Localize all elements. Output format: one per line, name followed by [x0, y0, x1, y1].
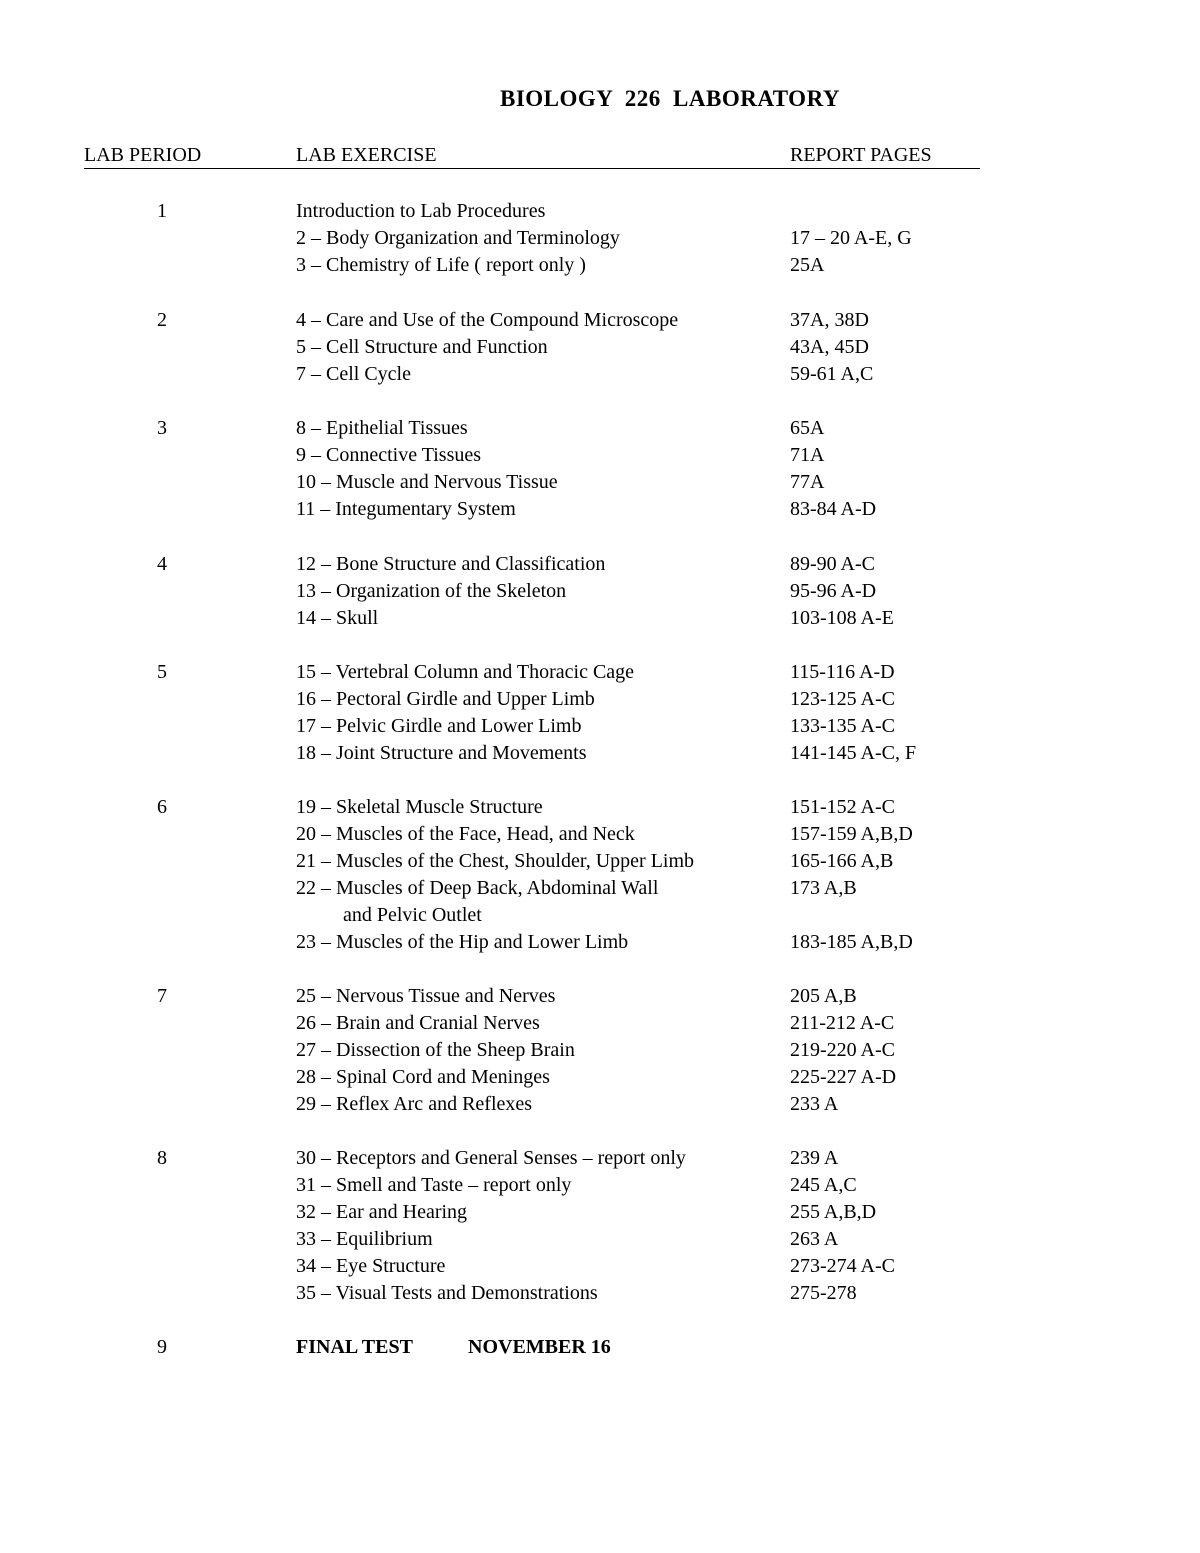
- lab-exercise: 3 – Chemistry of Life ( report only ): [296, 254, 586, 276]
- exercise-list: [296, 551, 996, 632]
- table-row: [296, 794, 996, 821]
- report-pages: 37A, 38D: [790, 309, 869, 331]
- lab-exercise: 30 – Receptors and General Senses – report only: [296, 1147, 686, 1169]
- table-row: [296, 578, 996, 605]
- table-row: [296, 686, 996, 713]
- report-pages: 275-278: [790, 1282, 857, 1304]
- table-row: [296, 334, 996, 361]
- lab-exercise: 19 – Skeletal Muscle Structure: [296, 796, 543, 818]
- table-row: [296, 415, 996, 442]
- table-row: [296, 740, 996, 767]
- lab-exercise: 33 – Equilibrium: [296, 1228, 433, 1250]
- table-row: [296, 605, 996, 632]
- table-row: [296, 252, 996, 279]
- lab-period-number: 8: [157, 1147, 167, 1169]
- report-pages: 89-90 A-C: [790, 553, 875, 575]
- lab-exercise: 29 – Reflex Arc and Reflexes: [296, 1093, 533, 1115]
- table-row: [296, 225, 996, 252]
- report-pages: 255 A,B,D: [790, 1201, 877, 1223]
- final-test-row: [0, 1334, 1200, 1361]
- report-pages: 43A, 45D: [790, 336, 869, 358]
- lab-period-number: 5: [157, 661, 167, 683]
- lab-exercise: 31 – Smell and Taste – report only: [296, 1174, 572, 1196]
- lab-exercise: [296, 875, 658, 929]
- lab-exercise: 7 – Cell Cycle: [296, 363, 411, 385]
- table-row: [296, 713, 996, 740]
- table-row: [296, 469, 996, 496]
- report-pages: 115-116 A-D: [790, 661, 895, 683]
- lab-exercise: 23 – Muscles of the Hip and Lower Limb: [296, 931, 629, 953]
- exercise-list: [296, 983, 996, 1118]
- lab-exercise: 28 – Spinal Cord and Meninges: [296, 1066, 550, 1088]
- lab-period-number: 2: [157, 309, 167, 331]
- table-row: [296, 1280, 996, 1307]
- lab-period-number: 6: [157, 796, 167, 818]
- lab-exercise: 32 – Ear and Hearing: [296, 1201, 468, 1223]
- exercise-list: [296, 415, 996, 523]
- table-row: [296, 659, 996, 686]
- report-pages: 173 A,B: [790, 877, 857, 899]
- report-pages: 133-135 A-C: [790, 715, 895, 737]
- lab-exercise: 9 – Connective Tissues: [296, 444, 482, 466]
- report-pages: 71A: [790, 444, 825, 466]
- table-row: [296, 1145, 996, 1172]
- header-report-pages: REPORT PAGES: [790, 144, 932, 166]
- table-row: [296, 983, 996, 1010]
- report-pages: 273-274 A-C: [790, 1255, 895, 1277]
- lab-exercise: 11 – Integumentary System: [296, 498, 516, 520]
- report-pages: 157-159 A,B,D: [790, 823, 913, 845]
- lab-exercise: 25 – Nervous Tissue and Nerves: [296, 985, 556, 1007]
- lab-period-number: 7: [157, 985, 167, 1007]
- lab-exercise: 17 – Pelvic Girdle and Lower Limb: [296, 715, 582, 737]
- report-pages: 141-145 A-C, F: [790, 742, 917, 764]
- table-row: [296, 198, 996, 225]
- report-pages: 65A: [790, 417, 825, 439]
- table-row: [296, 848, 996, 875]
- report-pages: 219-220 A-C: [790, 1039, 895, 1061]
- page-title: BIOLOGY 226 LABORATORY: [500, 86, 840, 111]
- lab-exercise: 35 – Visual Tests and Demonstrations: [296, 1282, 598, 1304]
- report-pages: 59-61 A,C: [790, 363, 874, 385]
- table-row: [296, 821, 996, 848]
- table-header: [84, 144, 980, 169]
- final-test-label: FINAL TEST: [296, 1336, 413, 1358]
- report-pages: 77A: [790, 471, 825, 493]
- table-row: [296, 929, 996, 956]
- lab-exercise: 20 – Muscles of the Face, Head, and Neck: [296, 823, 635, 845]
- lab-exercise: 16 – Pectoral Girdle and Upper Limb: [296, 688, 595, 710]
- report-pages: 151-152 A-C: [790, 796, 895, 818]
- lab-exercise: 34 – Eye Structure: [296, 1255, 446, 1277]
- exercise-list: [296, 794, 996, 956]
- table-row: [296, 442, 996, 469]
- lab-exercise: 5 – Cell Structure and Function: [296, 336, 548, 358]
- table-row: [296, 1253, 996, 1280]
- header-lab-exercise: LAB EXERCISE: [296, 144, 437, 166]
- report-pages: 263 A: [790, 1228, 839, 1250]
- lab-exercise: 8 – Epithelial Tissues: [296, 417, 468, 439]
- table-row: [296, 1172, 996, 1199]
- lab-exercise: 15 – Vertebral Column and Thoracic Cage: [296, 661, 635, 683]
- table-row: [296, 496, 996, 523]
- table-row: [296, 551, 996, 578]
- lab-period-number: 4: [157, 553, 167, 575]
- lab-exercise: 10 – Muscle and Nervous Tissue: [296, 471, 558, 493]
- lab-exercise: 27 – Dissection of the Sheep Brain: [296, 1039, 575, 1061]
- lab-period-number: 1: [157, 200, 167, 222]
- lab-exercise: 14 – Skull: [296, 607, 379, 629]
- lab-exercise: 4 – Care and Use of the Compound Microscope: [296, 309, 679, 331]
- exercise-list: [296, 1145, 996, 1307]
- table-row: [296, 1091, 996, 1118]
- report-pages: 211-212 A-C: [790, 1012, 895, 1034]
- report-pages: 233 A: [790, 1093, 839, 1115]
- table-row: [296, 875, 996, 929]
- header-lab-period: LAB PERIOD: [84, 144, 202, 166]
- table-row: [296, 361, 996, 388]
- report-pages: 83-84 A-D: [790, 498, 877, 520]
- report-pages: 103-108 A-E: [790, 607, 894, 629]
- report-pages: 17 – 20 A-E, G: [790, 227, 912, 249]
- table-row: [296, 1226, 996, 1253]
- report-pages: 245 A,C: [790, 1174, 857, 1196]
- final-test-date: NOVEMBER 16: [468, 1336, 611, 1358]
- report-pages: 123-125 A-C: [790, 688, 895, 710]
- exercise-list: [296, 659, 996, 767]
- report-pages: 95-96 A-D: [790, 580, 877, 602]
- report-pages: 165-166 A,B: [790, 850, 894, 872]
- report-pages: 183-185 A,B,D: [790, 931, 913, 953]
- lab-exercise: 18 – Joint Structure and Movements: [296, 742, 587, 764]
- report-pages: 239 A: [790, 1147, 839, 1169]
- table-row: [296, 1037, 996, 1064]
- lab-exercise: 21 – Muscles of the Chest, Shoulder, Upper Limb: [296, 850, 695, 872]
- lab-exercise-continuation: and Pelvic Outlet: [343, 904, 482, 926]
- table-row: [296, 307, 996, 334]
- report-pages: 25A: [790, 254, 825, 276]
- exercise-list: [296, 198, 996, 279]
- report-pages: 205 A,B: [790, 985, 857, 1007]
- lab-exercise: Introduction to Lab Procedures: [296, 200, 546, 222]
- lab-exercise-line: 22 – Muscles of Deep Back, Abdominal Wall: [296, 877, 659, 899]
- report-pages: 225-227 A-D: [790, 1066, 897, 1088]
- table-row: [296, 1199, 996, 1226]
- lab-exercise: 26 – Brain and Cranial Nerves: [296, 1012, 540, 1034]
- lab-period-number: 9: [157, 1336, 167, 1358]
- lab-period-number: 3: [157, 417, 167, 439]
- lab-exercise: 12 – Bone Structure and Classification: [296, 553, 606, 575]
- table-row: [296, 1064, 996, 1091]
- lab-exercise: 2 – Body Organization and Terminology: [296, 227, 620, 249]
- exercise-list: [296, 307, 996, 388]
- table-row: [296, 1010, 996, 1037]
- lab-exercise: 13 – Organization of the Skeleton: [296, 580, 567, 602]
